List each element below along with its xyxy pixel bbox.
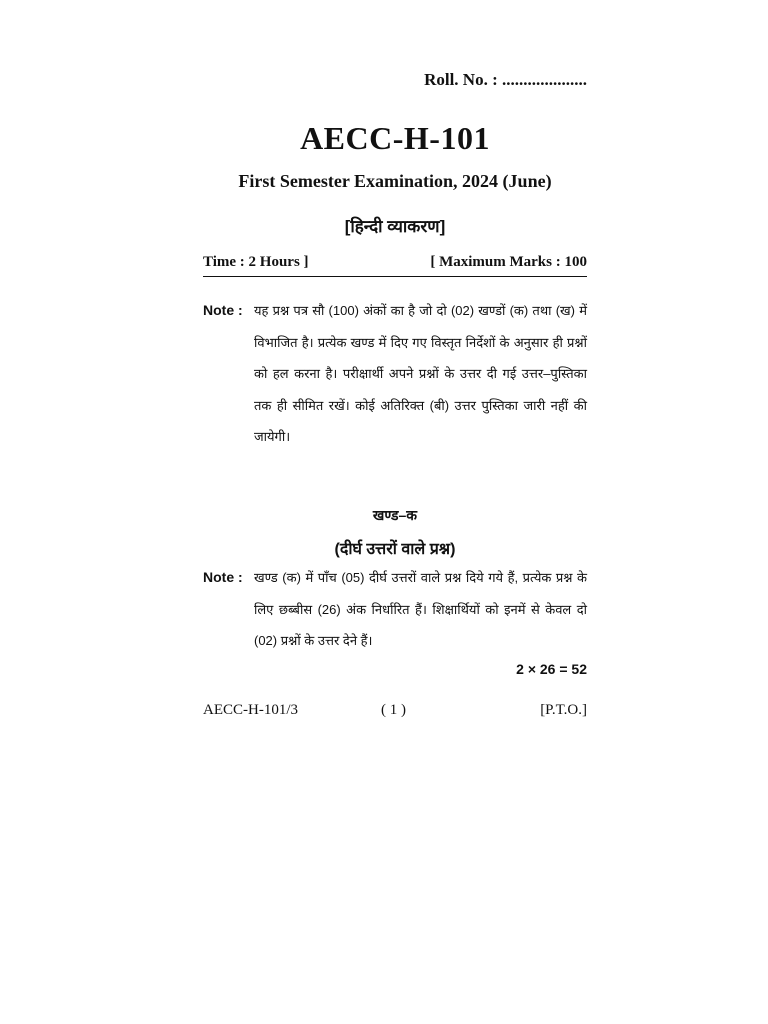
page-number: ( 1 ): [381, 702, 406, 718]
note-text: खण्ड (क) में पाँच (05) दीर्घ उत्तरों वाले प्रश्न दिये गये हैं, प्रत्येक प्रश्न के लिए छब्बीस (26) अंक निर्धारित हैं। शिक्षार्थियों को इनमें से केवल दो (02) प्रश्नों के उत्तर देने हैं।: [254, 570, 587, 648]
pto-label: [P.T.O.]: [540, 702, 587, 718]
exam-title: First Semester Examination, 2024 (June): [238, 171, 552, 191]
note-text: यह प्रश्न पत्र सौ (100) अंकों का है जो दो (02) खण्डों (क) तथा (ख) में विभाजित है। प्रत्येक खण्ड में दिए गए विस्तृत निर्देशों के अनुसार ही प्रश्नों को हल करना है। परीक्षार्थी अपने प्रश्नों के उत्तर दी गई उत्तर–पुस्तिका तक ही सीमित रखें। कोई अतिरिक्त (बी) उत्तर पुस्तिका जारी नहीं की जायेगी।: [254, 303, 587, 444]
paper-code: AECC-H-101: [300, 120, 490, 156]
marks-formula: 2 × 26 = 52: [516, 661, 587, 677]
section-subtitle: (दीर्घ उत्तरों वाले प्रश्न): [334, 541, 456, 558]
time-marks-bar: [203, 254, 587, 277]
section-note: [203, 569, 587, 649]
roll-number: Roll. No. : ....................: [424, 70, 587, 89]
maximum-marks: [ Maximum Marks : 100: [430, 254, 587, 270]
note-label: Note :: [203, 302, 243, 318]
section-title: खण्ड–क: [372, 507, 418, 523]
subject-title: [हिन्दी व्याकरण]: [344, 217, 446, 236]
footer-code: AECC-H-101/3: [203, 702, 298, 718]
exam-page: [203, 0, 587, 1024]
general-note: [203, 302, 587, 472]
note-label: Note :: [203, 569, 243, 585]
time-duration: Time : 2 Hours ]: [203, 254, 309, 270]
